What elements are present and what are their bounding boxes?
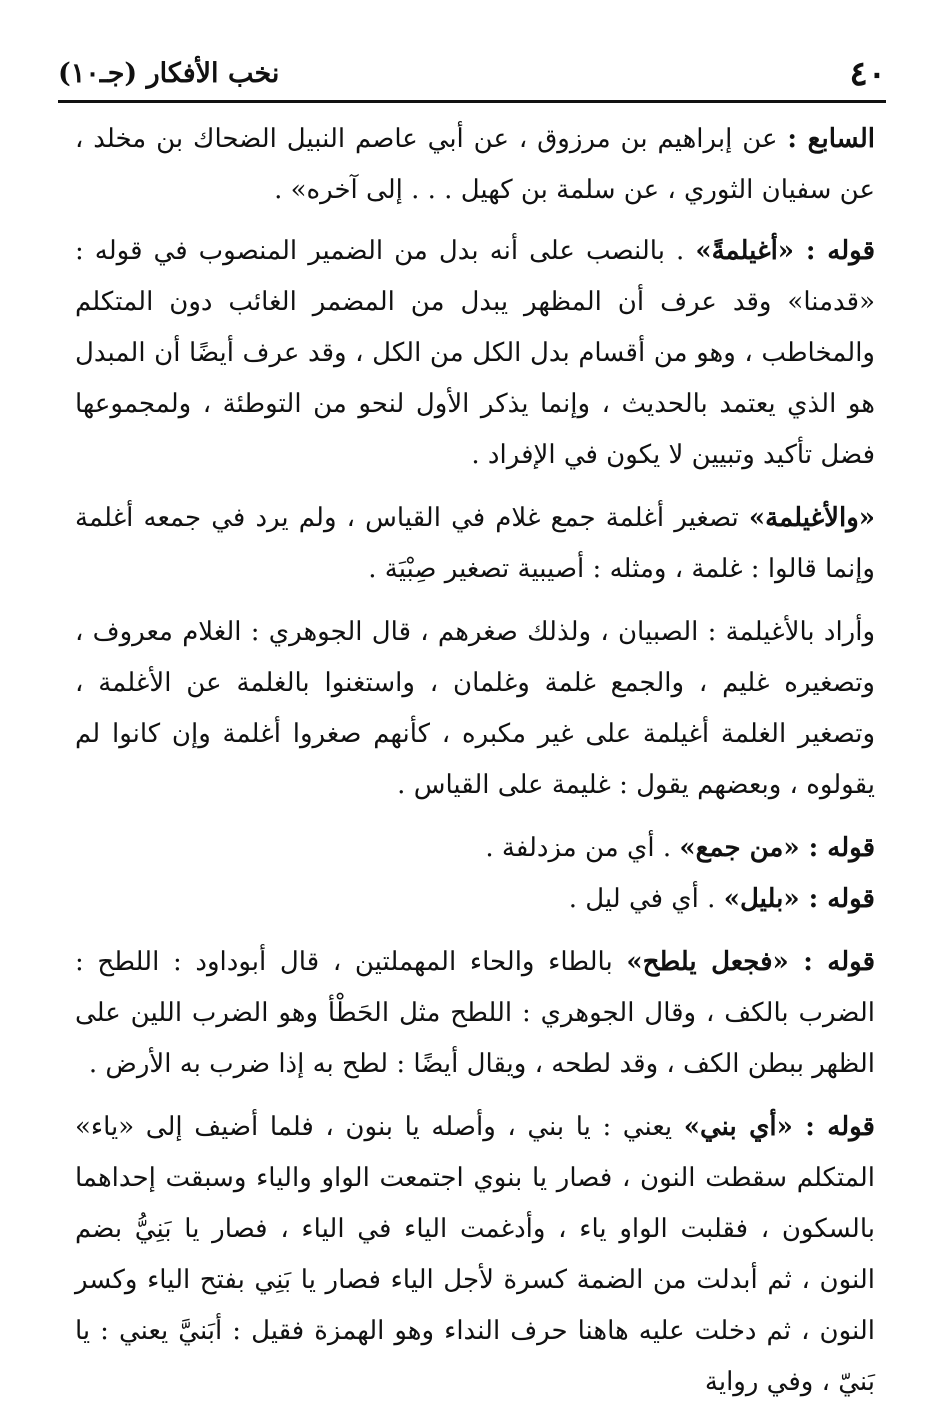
- paragraph-5-lead: قوله : «من جمع»: [679, 833, 875, 863]
- header-rule: [58, 100, 886, 103]
- page-body: [75, 114, 875, 1420]
- paragraph-8: [75, 1102, 875, 1408]
- paragraph-5: [75, 823, 875, 874]
- paragraph-2-lead: قوله : «أغيلمةً»: [695, 236, 876, 266]
- paragraph-6: [75, 874, 875, 925]
- paragraph-2-text: . بالنصب على أنه بدل من الضمير المنصوب في قوله : «قدمنا» وقد عرف أن المظهر يبدل من المضمر الغائب دون المتكلم والمخاطب ، وهو من أقسام بدل الكل من الكل ، وقد عرف أيضًا أن المبدل هو الذي يعتمد بالحديث ، وإنما يذكر الأول لنحو من التوطئة ، ولمجموعها فضل تأكيد وتبيين لا يكون في الإفراد .: [75, 236, 875, 470]
- paragraph-1: [75, 114, 875, 216]
- paragraph-4-text: وأراد بالأغيلمة : الصبيان ، ولذلك صغرهم ، قال الجوهري : الغلام معروف ، وتصغيره غليم ، والجمع غلمة وغلمان ، واستغنوا بالغلمة عن الأغلمة ، وتصغير الغلمة أغيلمة على غير مكبره ، كأنهم صغروا أغلمة وإن كانوا لم يقولوه ، وبعضهم يقول : غليمة على القياس .: [75, 617, 875, 800]
- paragraph-1-lead: السابع :: [787, 124, 876, 154]
- paragraph-2: [75, 226, 875, 481]
- paragraph-8-lead: قوله : «أي بني»: [683, 1112, 875, 1142]
- paragraph-1-text: عن إبراهيم بن مرزوق ، عن أبي عاصم النبيل الضحاك بن مخلد ، عن سفيان الثوري ، عن سلمة بن كهيل . . . إلى آخره» .: [75, 124, 875, 205]
- page-header: [58, 52, 886, 96]
- paragraph-3-text: تصغير أغلمة جمع غلام في القياس ، ولم يرد في جمعه أغلمة وإنما قالوا : غلمة ، ومثله : أصيبية تصغير صِبْيَة .: [75, 503, 875, 584]
- paragraph-7-lead: قوله : «فجعل يلطح»: [626, 947, 876, 977]
- paragraph-7: [75, 937, 875, 1090]
- running-title: نخب الأفكار (جـ١٠): [58, 58, 280, 89]
- paragraph-6-lead: قوله : «بليل»: [723, 884, 875, 914]
- paragraph-4: [75, 607, 875, 811]
- paragraph-7-text: بالطاء والحاء المهملتين ، قال أبوداود : اللطح : الضرب بالكف ، وقال الجوهري : اللطح مثل الحَطْأ وهو الضرب اللين على الظهر ببطن الكف ، وقد لطحه ، ويقال أيضًا : لطح به إذا ضرب به الأرض .: [75, 947, 875, 1079]
- paragraph-3-lead: «والأغيلمة»: [748, 503, 876, 533]
- paragraph-8-text: يعني : يا بني ، وأصله يا بنون ، فلما أضيف إلى «ياء» المتكلم سقطت النون ، فصار يا بنوي اجتمعت الواو والياء وسبقت إحداهما بالسكون ، فقلبت الواو ياء ، وأدغمت الياء في الياء ، فصار يا بَنِيُّ بضم النون ، ثم أبدلت من الضمة كسرة لأجل الياء فصار يا بَنِي بفتح الياء وكسر النون ، ثم دخلت عليه هاهنا حرف النداء وهو الهمزة فقيل : أبَنيَّ يعني : يا بَنيّ ، وفي رواية: [75, 1112, 875, 1397]
- page-number: ٤٠: [849, 54, 886, 94]
- paragraph-5-text: . أي من مزدلفة .: [485, 833, 672, 863]
- paragraph-6-text: . أي في ليل .: [568, 884, 716, 914]
- paragraph-3: [75, 493, 875, 595]
